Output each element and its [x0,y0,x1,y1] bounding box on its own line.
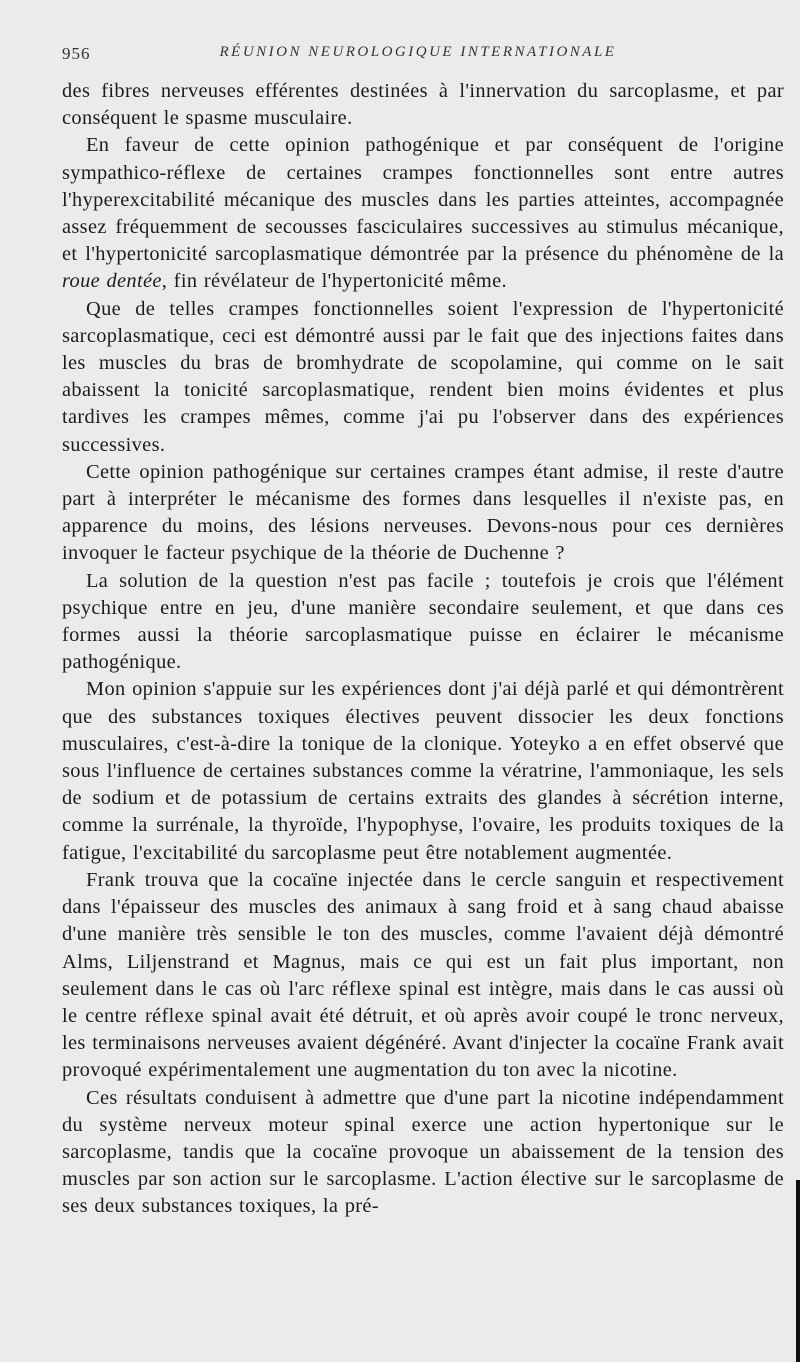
paragraph: Mon opinion s'appuie sur les expériences dont j'ai déjà parlé et qui démontrèrent que des substances toxiques électives peuvent dissocier les deux fonctions musculaires, c'est-à-dire la tonique de la clonique. Yoteyko a en effet observé que sous l'influence de certaines substances comme la vératrine, l'ammoniaque, les sels de sodium et de potassium de certains extraits des glandes à sécrétion interne, comme la surrénale, la thyroïde, l'hypophyse, l'ovaire, les produits toxiques de la fatigue, l'excitabilité du sarcoplasme peut être notablement augmentée. [62,678,784,864]
running-title: RÉUNION NEUROLOGIQUE INTERNATIONALE [219,44,617,60]
paragraph: Cette opinion pathogénique sur certaines crampes étant admise, il reste d'autre part à interpréter le mécanisme des formes dans lesquelles il n'existe pas, en apparence du moins, des lésions nerveuses. Devons-nous pour ces dernières invoquer le facteur psychique de la théorie de Duchenne ? [62,460,784,565]
page-header [52,44,784,68]
body-text [62,78,784,1221]
scan-edge-shadow [796,1180,800,1362]
paragraph: Que de telles crampes fonctionnelles soient l'expression de l'hypertonicité sarcoplasmatique, ceci est démontré aussi par le fait que des injections faites dans les muscles du bras de bromhydrate de scopolamine, qui comme on le sait abaissent la tonicité sarcoplasmatique, rendent bien moins évidentes et plus tardives les crampes mêmes, comme j'ai pu l'observer dans des expériences successives. [62,297,784,456]
italic-term: roue dentée [62,270,162,293]
page-number: 956 [62,44,91,63]
paragraph: des fibres nerveuses efférentes destinées à l'innervation du sarcoplasme, et par conséquent le spasme musculaire. [62,80,784,130]
paragraph: En faveur de cette opinion pathogénique et par conséquent de l'origine sympathico-réflexe de certaines crampes fonctionnelles sont entre autres l'hyperexcitabilité mécanique des muscles dans les parties atteintes, accompagnée assez fréquemment de secousses fasciculaires successives au stimulus mécanique, et l'hypertonicité sarcoplasmatique démontrée par la présence du phénomène de la roue dentée, fin révélateur de l'hypertonicité même. [62,134,784,293]
paragraph: La solution de la question n'est pas facile ; toutefois je crois que l'élément psychique entre en jeu, d'une manière secondaire seulement, et que dans ces formes aussi la théorie sarcoplasmatique puisse en éclairer le mécanisme pathogénique. [62,569,784,674]
paragraph: Ces résultats conduisent à admettre que d'une part la nicotine indépendamment du système nerveux moteur spinal exerce une action hypertonique sur le sarcoplasme, tandis que la cocaïne provoque un abaissement de la tension des muscles par son action sur le sarcoplasme. L'action élective sur le sarcoplasme de ses deux substances toxiques, la pré- [62,1086,784,1218]
paragraph: Frank trouva que la cocaïne injectée dans le cercle sanguin et respectivement dans l'épaisseur des muscles des animaux à sang froid et à sang chaud abaisse d'une manière très sensible le ton des muscles, comme l'avaient déjà démontré Alms, Liljenstrand et Magnus, mais ce qui est un fait plus important, non seulement dans le cas où l'arc réflexe spinal est intègre, mais dans le cas aussi où le centre réflexe spinal avait été détruit, et où après avoir coupé le tronc nerveux, les terminaisons nerveuses avaient dégénéré. Avant d'injecter la cocaïne Frank avait provoqué expérimentalement une augmentation du ton avec la nicotine. [62,868,784,1082]
